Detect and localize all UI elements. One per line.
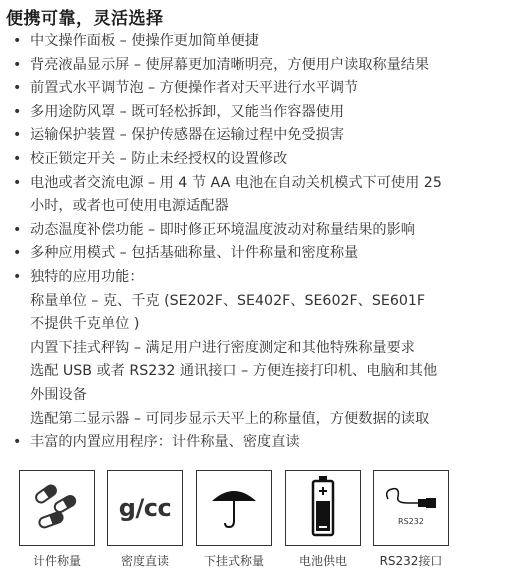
feature-item xyxy=(0,172,510,219)
feature-item xyxy=(0,101,510,125)
battery-icon xyxy=(310,475,336,541)
icon-frame xyxy=(373,470,449,546)
icon-label: 密度直读 xyxy=(120,554,169,568)
bullet: • xyxy=(13,221,22,238)
feature-subitem: 内置下挂式秤钩 – 满足用户进行密度测定和其他特殊称量要求 xyxy=(30,339,415,356)
feature-text: 前置式水平调节泡 – 方便操作者对天平进行水平调节 xyxy=(30,80,359,97)
icon-label: 计件称量 xyxy=(32,554,81,568)
feature-item xyxy=(0,219,510,243)
feature-text-continued: 小时，或者也可使用电源适配器 xyxy=(30,198,229,215)
feature-text: 多种应用模式 – 包括基础称量、计件称量和密度称量 xyxy=(30,245,359,262)
icon-card-density xyxy=(107,470,183,569)
icon-frame xyxy=(196,470,272,546)
icon-card-rs232 xyxy=(373,470,449,569)
icon-label: RS232接口 xyxy=(379,554,443,568)
feature-text: 独特的应用功能： xyxy=(30,268,144,285)
icon-card-parts-counting xyxy=(19,470,95,569)
feature-text: 校正锁定开关 – 防止未经授权的设置修改 xyxy=(30,150,288,167)
feature-text: 中文操作面板 – 使操作更加简单便捷 xyxy=(30,33,259,49)
bullet: • xyxy=(13,103,22,120)
feature-icons xyxy=(0,470,510,580)
feature-text: 动态温度补偿功能 – 即时修正环境温度波动对称量结果的影响 xyxy=(30,221,415,238)
page-title: 便携可靠，灵活选择 xyxy=(6,9,164,29)
feature-list xyxy=(0,30,510,455)
feature-item xyxy=(0,431,510,455)
feature-subitem: 外围设备 xyxy=(30,386,87,403)
bullet: • xyxy=(13,245,22,262)
feature-text: 背亮液晶显示屏 – 使屏幕更加清晰明亮，方便用户读取称量结果 xyxy=(30,56,430,73)
feature-item xyxy=(0,30,510,54)
icon-card-battery xyxy=(285,470,361,569)
feature-item xyxy=(0,266,510,431)
feature-subitem: 不提供千克单位 ) xyxy=(30,316,140,333)
bullet: • xyxy=(13,150,22,167)
feature-item xyxy=(0,242,510,266)
icon-frame xyxy=(107,470,183,546)
feature-text: 运输保护装置 – 保护传感器在运输过程中免受损害 xyxy=(30,127,345,144)
feature-text: 丰富的内置应用程序：计件称量、密度直读 xyxy=(30,434,300,451)
feature-item xyxy=(0,148,510,172)
feature-item xyxy=(0,124,510,148)
feature-text: 多用途防风罩 – 既可轻松拆卸，又能当作容器使用 xyxy=(30,103,345,120)
bullet: • xyxy=(13,56,22,73)
pills-icon xyxy=(31,482,83,534)
icon-frame xyxy=(285,470,361,546)
bullet: • xyxy=(13,127,22,144)
icon-label: 下挂式称量 xyxy=(203,554,264,568)
bullet: • xyxy=(13,268,22,285)
icon-frame xyxy=(19,470,95,546)
icon-card-below-hook xyxy=(196,470,272,569)
rs232-text: RS232 xyxy=(398,517,424,526)
umbrella-hook-icon xyxy=(208,481,260,535)
icon-label: 电池供电 xyxy=(298,554,347,568)
feature-subitem: 选配 USB 或者 RS232 通讯接口 – 方便连接打印机、电脑和其他 xyxy=(30,363,438,380)
feature-item xyxy=(0,54,510,78)
bullet: • xyxy=(13,174,22,191)
bullet: • xyxy=(13,434,22,451)
feature-text: 电池或者交流电源 – 用 4 节 AA 电池在自动关机模式下可使用 25 xyxy=(30,174,442,191)
bullet: • xyxy=(13,33,22,49)
feature-subitem: 选配第二显示器 – 可同步显示天平上的称量值，方便数据的读取 xyxy=(30,410,430,427)
density-icon: g/cc xyxy=(118,494,172,522)
bullet: • xyxy=(13,80,22,97)
feature-subitem: 称量单位 – 克、千克 (SE202F、SE402F、SE602F、SE601F xyxy=(30,292,426,309)
feature-item xyxy=(0,77,510,101)
